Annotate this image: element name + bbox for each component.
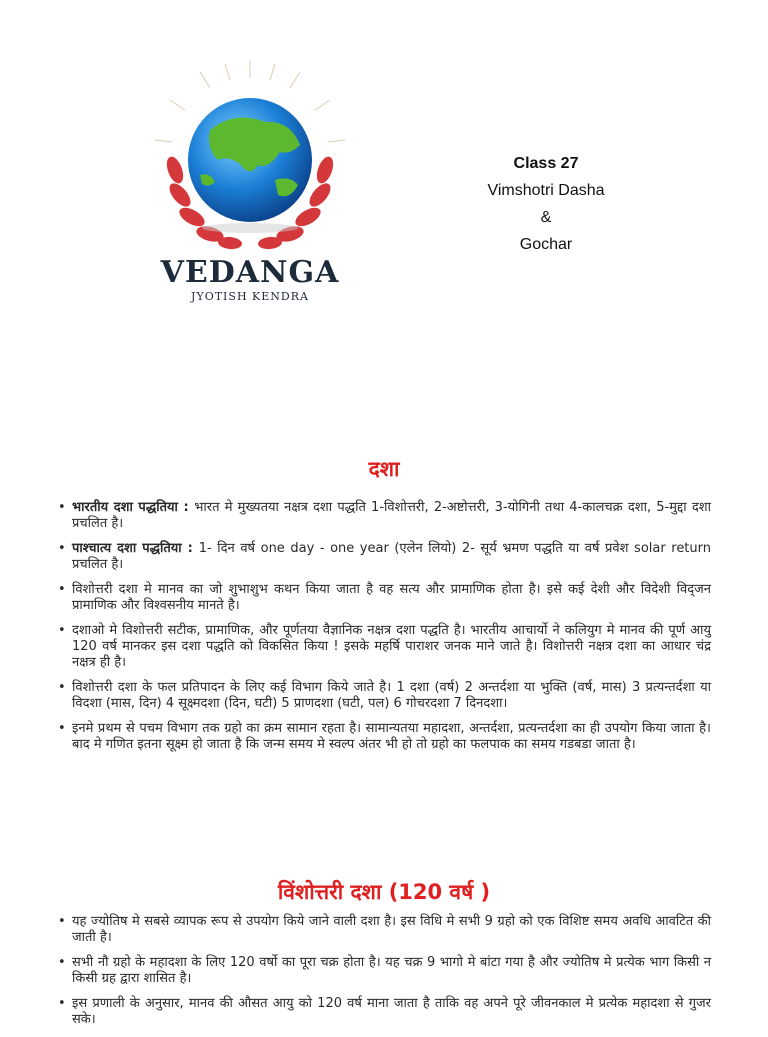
item-text: भारत मे मुख्यतया नक्षत्र दशा पद्धति 1-विशोत्तरी, 2-अष्टोत्तरी, 3-योगिनी तथा 4-कालचक्र दशा, 5-मुद्दा दशा प्रचलित है। (72, 500, 711, 531)
vimshottari-bullet-list (56, 914, 711, 1037)
section-heading-dasha: दशा (368, 457, 400, 481)
list-item (56, 996, 711, 1028)
dasha-bullet-list (56, 500, 711, 762)
class-title-block (466, 150, 626, 258)
item-text: विशोत्तरी दशा के फल प्रतिपादन के लिए कई विभाग किये जाते है। 1 दशा (वर्ष) 2 अन्तर्दशा या भुक्ति (वर्ष, मास) 3 प्रत्यन्तर्दशा या विदशा (मास, दिन) 4 सूक्ष्मदशा (दिन, घटी) 5 प्राणदशा (घटी, पल) 6 गोचरदशा 7 दिनदशा। (72, 680, 711, 711)
list-item (56, 680, 711, 712)
class-topic-line: Vimshotri Dasha (487, 182, 605, 199)
list-item (56, 721, 711, 753)
item-text: यह ज्योतिष मे सबसे व्यापक रूप से उपयोग किये जाने वाली दशा है। इस विधि मे सभी 9 ग्रहो को एक विशिष्ट समय अवधि आवटित की जाती है। (72, 914, 711, 945)
list-item (56, 914, 711, 946)
section-heading-vimshottari: विंशोत्तरी दशा (120 वर्ष ) (277, 880, 491, 904)
item-text: विशोत्तरी दशा मे मानव का जो शुभाशुभ कथन किया जाता है वह सत्य और प्रामाणिक होता है। इसे कई देशी और विदेशी विद्जन प्रामाणिक और विश्वसनीय मानते है। (72, 582, 711, 613)
item-text: 1- दिन वर्ष one day - one year (एलेन लियो) 2- सूर्य भ्रमण पद्धति या वर्ष प्रवेश solar return प्रचलित है। (72, 541, 712, 572)
brand-name: VEDANGA (160, 255, 340, 290)
class-number: Class 27 (513, 155, 579, 172)
item-text: सभी नौ ग्रहो के महादशा के लिए 120 वर्षो का पूरा चक्र होता है। यह चक्र 9 भागो मे बांटा गया है और ज्योतिष मे प्रत्येक भाग किसी न किसी ग्रह द्वारा शासित है। (72, 955, 711, 986)
item-text: इस प्रणाली के अनुसार, मानव की औसत आयु को 120 वर्ष माना जाता है ताकि वह अपने पूरे जीवनकाल मे प्रत्येक महादशा से गुजर सके। (72, 996, 711, 1027)
item-text: इनमे प्रथम से पचम विभाग तक ग्रहो का क्रम सामान रहता है। सामान्यतया महादशा, अन्तर्दशा, प्रत्यन्तर्दशा का ही उपयोग किया जाता है। बाद मे गणित इतना सूक्ष्म हो जाता है कि जन्म समय मे स्वल्प अंतर भी हो तो ग्रहो का फलपाक का समय गडबडा जाता है। (72, 721, 711, 752)
brand-subtitle: JYOTISH KENDRA (191, 290, 309, 303)
item-lead: पाश्चात्य दशा पद्धतिया : (72, 541, 199, 556)
list-item (56, 582, 711, 614)
list-item (56, 500, 711, 532)
item-text: दशाओ मे विशोत्तरी सटीक, प्रामाणिक, और पूर्णतया वैज्ञानिक नक्षत्र दशा पद्धति है। भारतीय आचार्यो ने कलियुग मे मानव की पूर्ण आयु 120 वर्ष मानकर इस दशा पद्धति को विकसित किया ! इसके महर्षि पाराशर जनक माने जाते है। विशोत्तरी नक्षत्र दशा का आधार चंद्र नक्षत्र ही है। (72, 623, 711, 670)
list-item (56, 541, 711, 573)
list-item (56, 955, 711, 987)
globe-logo-icon (140, 60, 360, 260)
class-topic-line: Gochar (519, 236, 573, 253)
list-item (56, 623, 711, 671)
class-topic-ampersand: & (540, 209, 552, 226)
item-lead: भारतीय दशा पद्धतिया : (72, 500, 195, 515)
